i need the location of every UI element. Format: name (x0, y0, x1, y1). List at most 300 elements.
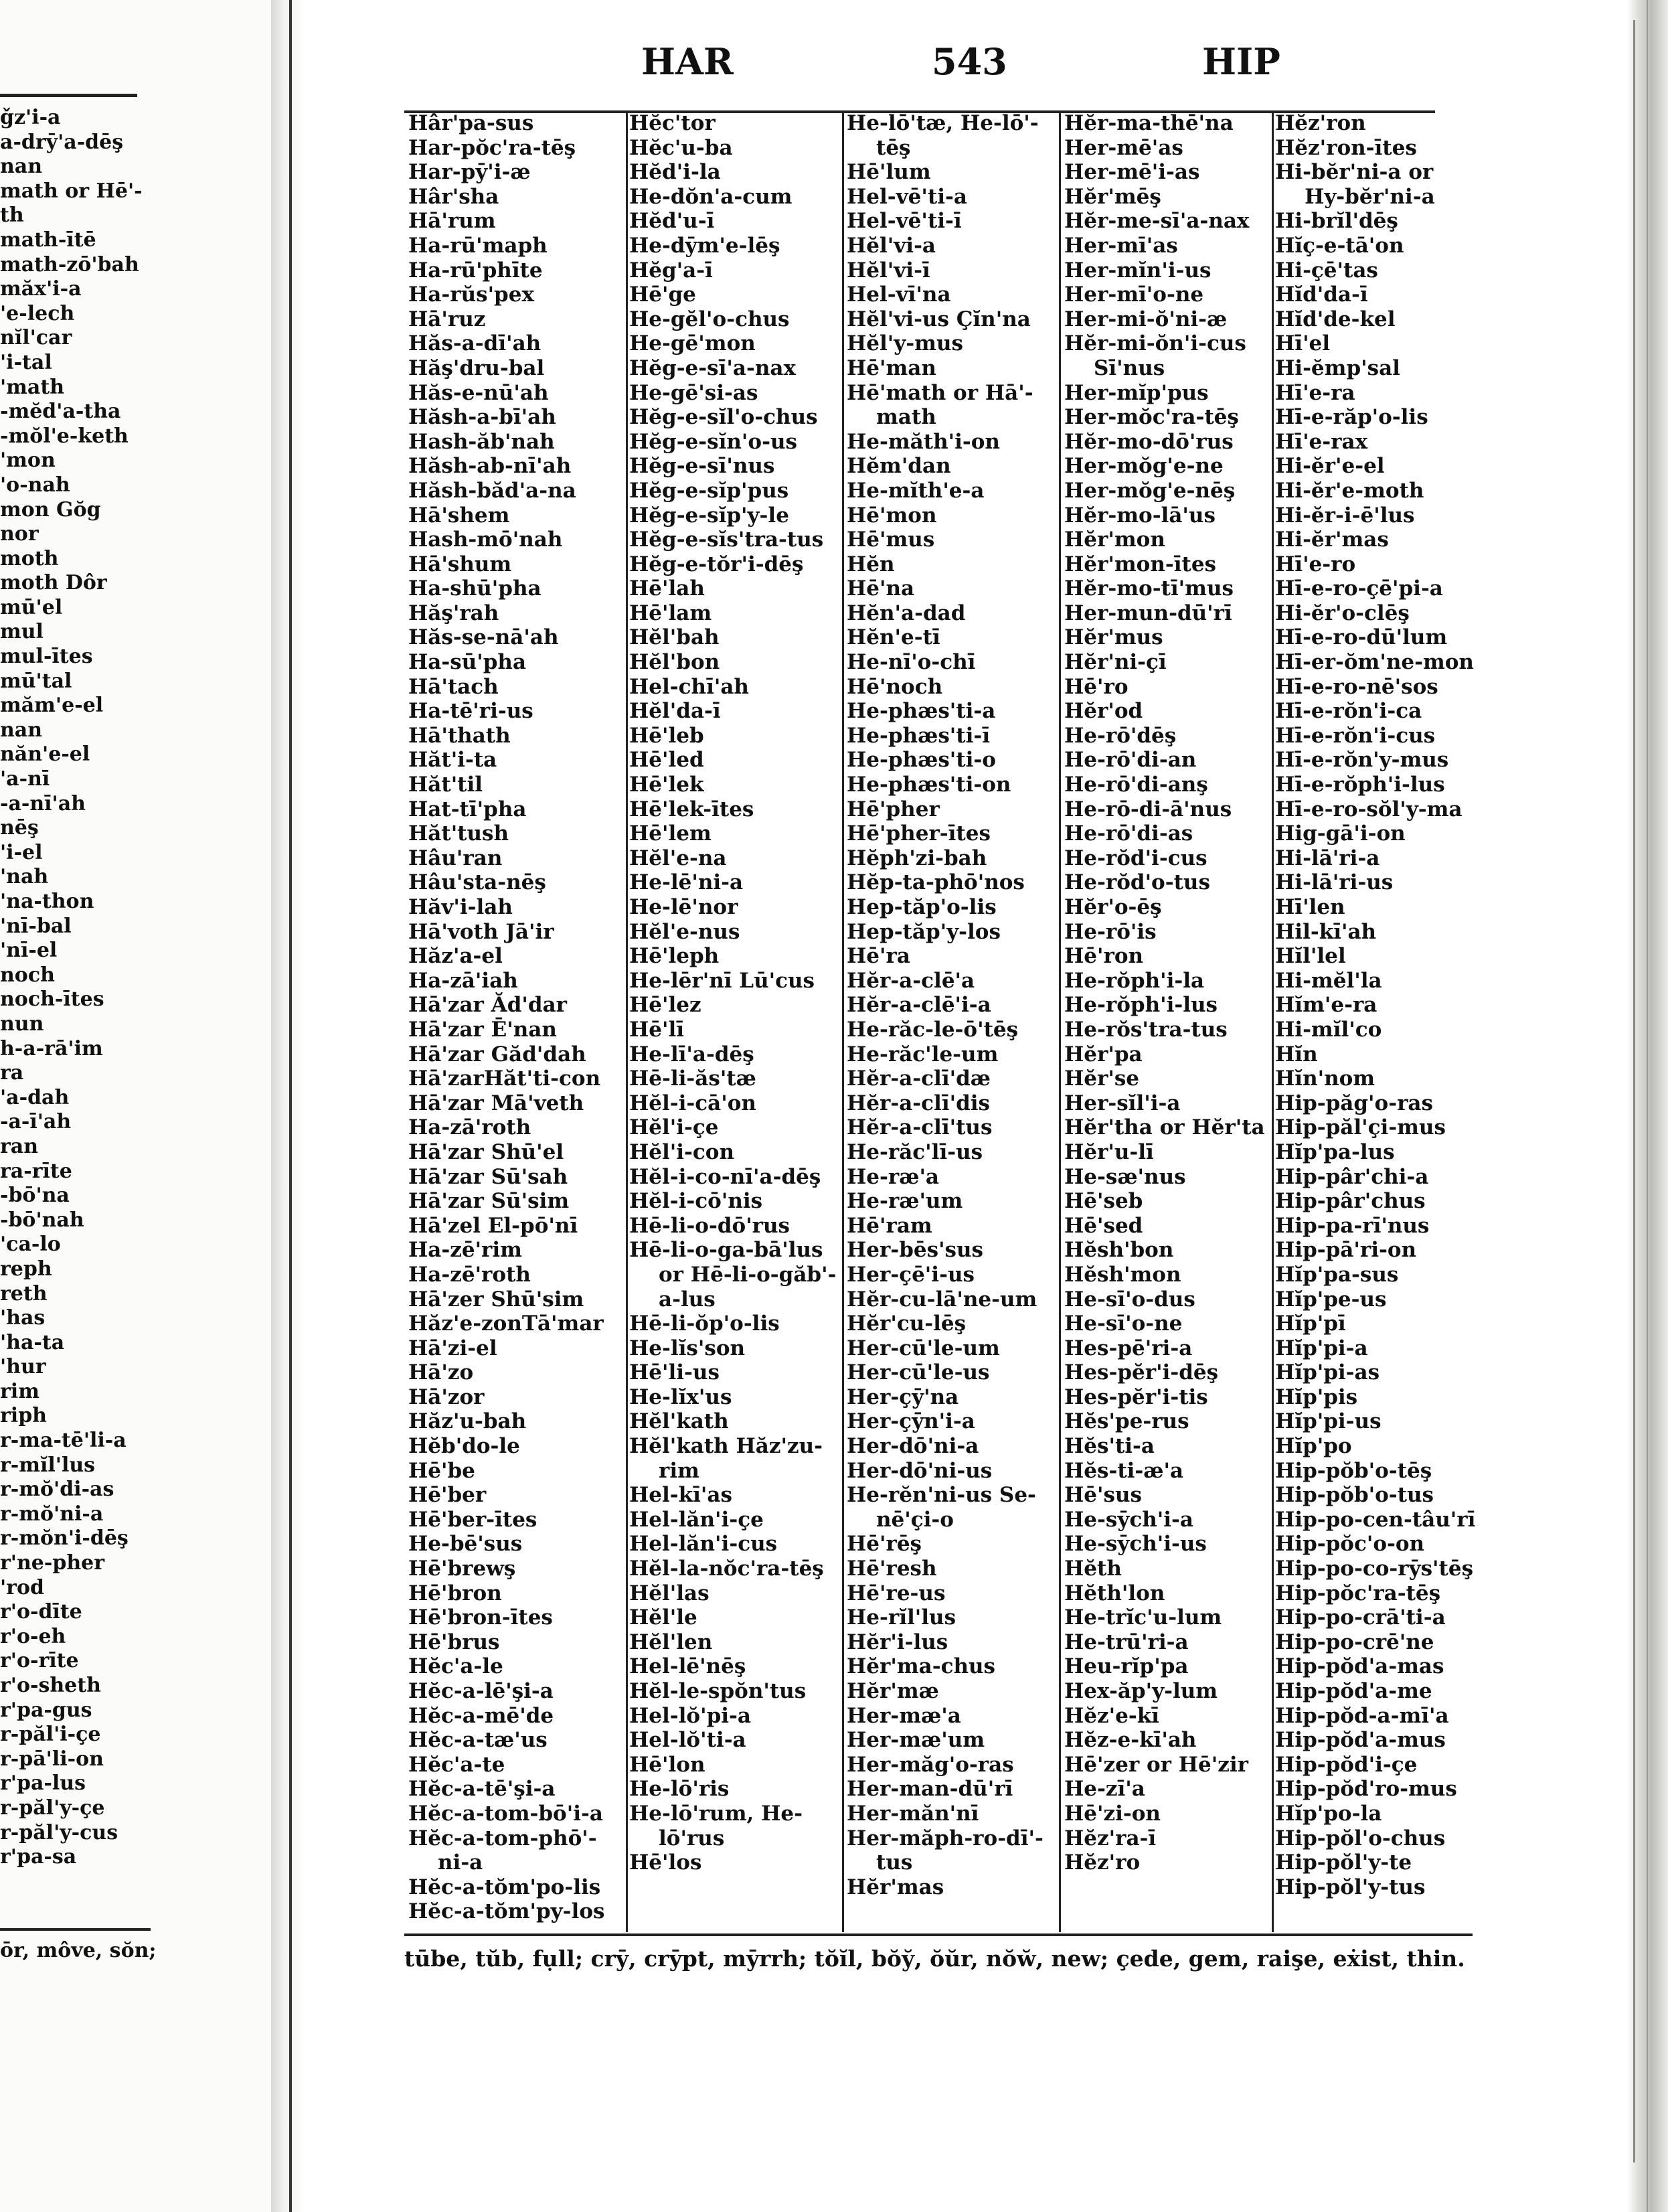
dictionary-entry: He-rō'di-as (1064, 821, 1193, 846)
dictionary-entry: Hĕl'vi-us Çĭn'na (847, 307, 1031, 331)
dictionary-entry: Hip-pŏb'o-tēş (1275, 1458, 1432, 1483)
dictionary-entry: Hē'rēş (847, 1532, 922, 1557)
facing-page-column (0, 106, 147, 1870)
dictionary-entry: He-lē'nor (629, 895, 738, 919)
pronunciation-key-footer: tūbe, tŭb, fụll; crȳ, crȳpt, mȳrrh; tŏĭl, bŏy̆, ŏŭr, nŏw̆, new; çede, gem, raişe, eẋist, thin. (404, 1946, 1465, 1972)
dictionary-entry: Her-man-dū'rī (847, 1777, 1013, 1802)
dictionary-entry: Hep-tăp'y-los (847, 919, 1001, 944)
dictionary-entry: Hĕr'o-ēş (1064, 895, 1162, 919)
facing-page-fragment-line: r-mĭl'lus (0, 1453, 96, 1477)
dictionary-entry: He-gē'mon (629, 331, 756, 356)
dictionary-entry: Hē'ge (629, 283, 696, 307)
dictionary-entry: Hī-e-rŏn'i-ca (1275, 699, 1422, 724)
dictionary-entry: Ha-tē'ri-us (408, 699, 533, 724)
dictionary-entry: He-trū'ri-a (1064, 1630, 1189, 1654)
dictionary-entry: Her-mŏg'e-nēş (1064, 478, 1236, 503)
dictionary-entry: Hā'zar Ē'nan (408, 1017, 557, 1042)
dictionary-entry: He-rō-di-ā'nus (1064, 797, 1232, 821)
dictionary-entry: Hat-tī'pha (408, 797, 527, 821)
dictionary-entry: Hā'thath (408, 723, 511, 748)
facing-page-fragment-line: 'ca-lo (0, 1233, 61, 1257)
dictionary-entry: He-lĭx'us (629, 1385, 732, 1409)
dictionary-entry: Hĭl'lel (1275, 944, 1346, 969)
dictionary-entry: Hĕr-mi-ŏn'i-cus (1064, 331, 1246, 356)
facing-page-fragment-line: math-zō'bah (0, 252, 139, 276)
dictionary-entry: Hĕl'vi-a (847, 233, 936, 258)
dictionary-entry: Hip-po-crā'ti-a (1275, 1605, 1446, 1630)
facing-page-fragment-line: ra (0, 1061, 24, 1085)
dictionary-entry: Hĕl'bon (629, 650, 720, 675)
facing-page-fragment-line: 'na-thon (0, 890, 94, 913)
dictionary-entry: Hē'sus (1064, 1483, 1142, 1508)
column-divider (1059, 112, 1061, 1932)
dictionary-entry: Hē'lam (629, 601, 712, 625)
dictionary-entry: Hĕph'zi-bah (847, 846, 987, 870)
facing-page-fragment-line: năn'e-el (0, 742, 90, 767)
dictionary-entry: He-lĭs'son (629, 1336, 746, 1360)
dictionary-entry: Hā'shum (408, 552, 512, 576)
dictionary-entry: He-gĕl'o-chus (629, 307, 790, 331)
dictionary-entry: Hi-ĕr'e-moth (1275, 478, 1424, 503)
dictionary-entry: Hĕc'tor (629, 111, 716, 135)
dictionary-entry: Hĕl'kath (629, 1409, 729, 1434)
facing-page-fragment-line: rim (0, 1379, 39, 1403)
dictionary-entry: Hip-pŏd'a-mas (1275, 1654, 1444, 1679)
facing-page-fragment-line: reph (0, 1257, 52, 1281)
dictionary-entry: Ha-zē'roth (408, 1262, 531, 1287)
dictionary-entry: Hĕth (1064, 1557, 1122, 1581)
dictionary-entry: Hĕr'mus (1064, 625, 1163, 650)
dictionary-entry: Hĕl-i-cō'nis (629, 1189, 763, 1214)
book-gutter (271, 0, 305, 2212)
dictionary-entry: Hi-bĕr'ni-a or (1275, 160, 1434, 185)
entry-continuation: lō'rus (659, 1826, 725, 1850)
dictionary-entry: Her-sĭl'i-a (1064, 1091, 1181, 1115)
dictionary-entry: Her-măg'o-ras (847, 1752, 1014, 1777)
facing-page-fragment-line: r-pā'li-on (0, 1747, 104, 1771)
dictionary-entry: Hĕl'y-mus (847, 331, 963, 356)
facing-page-fragment-line: nĭl'car (0, 326, 72, 350)
dictionary-entry: Hip-po-crē'ne (1275, 1630, 1434, 1654)
facing-page-fragment-line: 'nī-el (0, 939, 58, 963)
dictionary-entry: Hăt'til (408, 773, 483, 797)
dictionary-entry: Hĕr'mæ (847, 1679, 939, 1703)
dictionary-entry: Hip-pā'ri-on (1275, 1238, 1417, 1263)
footer-rule (404, 1933, 1473, 1936)
dictionary-entry: He-sī'o-ne (1064, 1312, 1183, 1336)
dictionary-entry: Hĭp'pa-lus (1275, 1139, 1395, 1164)
facing-page-fragment-line: moth (0, 546, 59, 570)
dictionary-entry: Hĕc-a-mē'de (408, 1703, 554, 1728)
dictionary-entry: He-dȳm'e-lēş (629, 233, 780, 258)
dictionary-entry: Hī'el (1275, 331, 1331, 356)
dictionary-entry: Hĕc-a-tom-phō'- (408, 1826, 597, 1850)
dictionary-entry: Hĕl'e-na (629, 846, 727, 870)
dictionary-entry: Hash-ăb'nah (408, 429, 555, 454)
dictionary-entry: Hĕz'ra-ī (1064, 1826, 1157, 1850)
dictionary-entry: He-sȳch'i-a (1064, 1507, 1193, 1532)
dictionary-entry: He-phæs'ti-a (847, 699, 996, 724)
dictionary-entry: Hĕr-ma-thē'na (1064, 111, 1234, 135)
dictionary-entry: Hĕg'a-ī (629, 258, 713, 283)
dictionary-entry: Hĕl'len (629, 1630, 713, 1654)
dictionary-entry: Hē'li-us (629, 1360, 720, 1385)
dictionary-entry: Hĕg-e-sĭs'tra-tus (629, 528, 824, 552)
dictionary-entry: He-lō'rum, He- (629, 1801, 803, 1826)
dictionary-entry: Har-pȳ'i-æ (408, 160, 531, 185)
dictionary-entry: Hē'resh (847, 1557, 937, 1581)
dictionary-entry: Hip-pŏd'a-me (1275, 1679, 1432, 1703)
dictionary-entry: Hăş'rah (408, 601, 499, 625)
dictionary-entry: Hĕc-a-lē'şi-a (408, 1679, 554, 1703)
dictionary-entry: Hē'lek (629, 773, 704, 797)
facing-page-fragment-line: r'pa-gus (0, 1698, 92, 1722)
dictionary-entry: Hĕl-le-spŏn'tus (629, 1679, 807, 1703)
dictionary-entry: Her-mī'o-ne (1064, 283, 1204, 307)
dictionary-entry: Hĕn'e-tī (847, 625, 940, 650)
dictionary-entry: Hĭç-e-tā'on (1275, 233, 1404, 258)
dictionary-entry: Her-çȳn'i-a (847, 1409, 975, 1434)
facing-page-fragment-line: mul (0, 620, 44, 644)
dictionary-entry: He-rō'is (1064, 919, 1157, 944)
dictionary-entry: Hĭp'pe-us (1275, 1287, 1387, 1312)
header-left-guideword: HAR (641, 40, 734, 83)
entry-continuation: rim (659, 1458, 699, 1483)
dictionary-entry: Hē'lum (847, 160, 931, 185)
dictionary-entry: Hĕz'ron (1275, 111, 1366, 135)
dictionary-entry: Hī'e-ra (1275, 380, 1355, 405)
facing-page-fragment-line: 'rod (0, 1575, 44, 1599)
facing-page-fragment-line: 'hur (0, 1355, 46, 1379)
facing-page-fragment-line: math or Hē'- (0, 179, 143, 203)
dictionary-entry: Hăsh-a-bī'ah (408, 405, 556, 430)
dictionary-entry: Hĕr-mo-dō'rus (1064, 429, 1234, 454)
dictionary-entry: Her-măn'nī (847, 1801, 979, 1826)
dictionary-entry: Hi-ĕr'o-clēş (1275, 601, 1410, 625)
dictionary-entry: Hē'zi-on (1064, 1801, 1161, 1826)
dictionary-entry: He-zī'a (1064, 1777, 1145, 1802)
facing-page-fragment-line: 'o-nah (0, 473, 70, 497)
dictionary-entry: Hĕc'u-ba (629, 135, 733, 160)
page-header (0, 40, 1668, 94)
dictionary-entry: Hel-lăn'i-cus (629, 1532, 778, 1557)
dictionary-entry: Hē'pher-ītes (847, 821, 991, 846)
dictionary-entry: Hi-mĭl'co (1275, 1017, 1382, 1042)
dictionary-entry: Hē'be (408, 1458, 475, 1483)
dictionary-entry: Ha-rū'phīte (408, 258, 543, 283)
dictionary-entry: He-phæs'ti-o (847, 748, 996, 773)
dictionary-entry: Hē'lez (629, 993, 701, 1018)
dictionary-entry: Hē'lem (629, 821, 712, 846)
dictionary-entry: Her-cū'le-us (847, 1360, 990, 1385)
dictionary-entry: Her-dō'ni-us (847, 1458, 993, 1483)
dictionary-entry: Hĕn (847, 552, 895, 576)
dictionary-entry: Her-mæ'um (847, 1728, 985, 1753)
dictionary-entry: Hĕr'mon-ītes (1064, 552, 1216, 576)
dictionary-entry: Hi-lā'ri-us (1275, 870, 1394, 895)
dictionary-entry: Hī'e-ro (1275, 552, 1356, 576)
dictionary-entry: Hā'zel El-pō'nī (408, 1213, 578, 1238)
dictionary-entry: Hē'ber-ītes (408, 1507, 537, 1532)
dictionary-entry: Hĕp-ta-phō'nos (847, 870, 1025, 895)
facing-page-fragment-line: r'o-eh (0, 1624, 66, 1648)
dictionary-entry: Hĕl-la-nŏc'ra-tēş (629, 1557, 824, 1581)
facing-page-fragment-line: 'has (0, 1306, 46, 1330)
dictionary-entry: Hĕs'ti-a (1064, 1434, 1155, 1459)
entry-column-2 (629, 111, 837, 1875)
dictionary-entry: Hel-lŏ'pi-a (629, 1703, 752, 1728)
dictionary-entry: Hī-e-ro-sŏl'y-ma (1275, 797, 1463, 821)
facing-page-fragment-line: nor (0, 522, 39, 546)
dictionary-entry: Hē'lon (629, 1752, 705, 1777)
dictionary-entry: Hē'mus (847, 528, 935, 552)
dictionary-entry: Hĕl'kath Hăz'zu- (629, 1434, 823, 1459)
dictionary-entry: He-rĕn'ni-us Se- (847, 1483, 1036, 1508)
dictionary-entry: Her-mē'as (1064, 135, 1183, 160)
facing-page-fragment-line: mū'el (0, 595, 63, 619)
dictionary-entry: Hē-li-o-dō'rus (629, 1213, 790, 1238)
dictionary-entry: Ha-sū'pha (408, 650, 527, 675)
dictionary-entry: Hăz'u-bah (408, 1409, 527, 1434)
dictionary-entry: Hăz'e-zonTā'mar (408, 1312, 604, 1336)
dictionary-entry: Hĕc'a-te (408, 1752, 505, 1777)
dictionary-entry: Hē'ram (847, 1213, 932, 1238)
header-right-guideword: HIP (1202, 40, 1280, 83)
dictionary-entry: Hi-ĕr'mas (1275, 528, 1389, 552)
dictionary-entry: Hel-kī'as (629, 1483, 732, 1508)
dictionary-entry: Hē'los (629, 1850, 702, 1875)
dictionary-entry: Hĭp'pi-us (1275, 1409, 1382, 1434)
dictionary-entry: Hĕc-a-tŏm'py-los (408, 1899, 605, 1924)
dictionary-entry: Hē'lah (629, 576, 705, 601)
dictionary-entry: Hĕr'od (1064, 699, 1143, 724)
dictionary-entry: Her-mun-dū'rī (1064, 601, 1232, 625)
dictionary-entry: Hĕl'i-con (629, 1139, 735, 1164)
dictionary-entry: Hĕl'da-ī (629, 699, 721, 724)
dictionary-entry: Hĕg-e-sĭl'o-chus (629, 405, 818, 430)
dictionary-entry: Hip-păl'çi-mus (1275, 1115, 1446, 1140)
facing-page-fragment-line: 'nī-bal (0, 914, 72, 938)
page-number: 543 (932, 40, 1007, 83)
facing-page-fragment-line: -mŏl'e-keth (0, 424, 129, 448)
facing-page-fragment (0, 0, 272, 2212)
facing-page-fragment-line: ǧz'i-a (0, 106, 61, 129)
dictionary-entry: Hâr'sha (408, 184, 499, 209)
facing-page-fragment-line: -bō'na (0, 1184, 70, 1208)
facing-page-fragment-line: h-a-rā'im (0, 1036, 103, 1060)
dictionary-entry: Hĕc'a-le (408, 1654, 503, 1679)
facing-page-fragment-line: mū'tal (0, 669, 72, 693)
dictionary-entry: Hĕth'lon (1064, 1581, 1165, 1605)
dictionary-entry: Hā'tach (408, 674, 499, 699)
dictionary-entry: Hā'zar Sū'sim (408, 1189, 570, 1214)
dictionary-entry: Hē'ra (847, 944, 910, 969)
dictionary-entry: Hĭp'po-la (1275, 1801, 1382, 1826)
dictionary-entry: Hĕc-a-tom-bō'i-a (408, 1801, 603, 1826)
dictionary-entry: Hel-lē'nēş (629, 1654, 746, 1679)
facing-page-fragment-line: r'ne-pher (0, 1551, 105, 1575)
dictionary-entry: Hi-lā'ri-a (1275, 846, 1380, 870)
column-divider (1272, 112, 1274, 1932)
facing-page-fragment-line: r-mŏ'di-as (0, 1478, 114, 1502)
dictionary-entry: He-nī'o-chī (847, 650, 976, 675)
dictionary-entry: He-lēr'nī Lū'cus (629, 968, 815, 993)
dictionary-entry: Hī-er-ŏm'ne-mon (1275, 650, 1474, 675)
dictionary-entry: Hĕg-e-sĭn'o-us (629, 429, 797, 454)
dictionary-entry: Hē-li-o-ga-bā'lus (629, 1238, 823, 1263)
dictionary-entry: Hĭd'da-ī (1275, 283, 1368, 307)
dictionary-entry: Hē'zer or Hē'zir (1064, 1752, 1248, 1777)
dictionary-entry: Hăt'i-ta (408, 748, 497, 773)
facing-page-fragment-line: moth Dôr (0, 571, 107, 595)
dictionary-entry: Hes-pĕr'i-dēş (1064, 1360, 1219, 1385)
facing-page-fragment-line: 'i-el (0, 840, 43, 864)
dictionary-entry: Hĕz'e-kī (1064, 1703, 1159, 1728)
dictionary-entry: He-rĭl'lus (847, 1605, 956, 1630)
dictionary-entry: Hâr'pa-sus (408, 111, 534, 135)
dictionary-entry: Hĕsh'bon (1064, 1238, 1174, 1263)
dictionary-entry: Hā'zor (408, 1385, 485, 1409)
facing-page-fragment-line: r-păl'i-çe (0, 1723, 101, 1747)
dictionary-entry: Hĕr'pa (1064, 1042, 1143, 1066)
dictionary-entry: He-sæ'nus (1064, 1164, 1186, 1189)
dictionary-entry: Hē'lek-ītes (629, 797, 754, 821)
dictionary-entry: Hip-po-co-rȳs'tēş (1275, 1557, 1474, 1581)
dictionary-entry: Hi-çē'tas (1275, 258, 1378, 283)
facing-page-fragment-line: nan (0, 155, 43, 179)
dictionary-entry: Hi-ĕr-i-ē'lus (1275, 503, 1415, 528)
dictionary-entry: Hē'ber (408, 1483, 487, 1508)
facing-page-fragment-line: riph (0, 1404, 47, 1428)
dictionary-entry: Hē'seb (1064, 1189, 1143, 1214)
dictionary-entry: Ha-rū'maph (408, 233, 548, 258)
dictionary-entry: Hē'led (629, 748, 704, 773)
dictionary-entry: Hăt'tush (408, 821, 509, 846)
dictionary-entry: Hē'brewş (408, 1557, 516, 1581)
dictionary-entry: Her-mŏg'e-ne (1064, 454, 1224, 479)
dictionary-entry: Hē'bron (408, 1581, 502, 1605)
entry-column-3 (847, 111, 1054, 1899)
entry-continuation: tēş (876, 135, 911, 160)
facing-page-fragment-line: r'pa-sa (0, 1845, 77, 1869)
dictionary-entry: He-rŏd'o-tus (1064, 870, 1210, 895)
dictionary-entry: Her-mŏc'ra-tēş (1064, 405, 1239, 430)
dictionary-entry: Hash-mō'nah (408, 528, 563, 552)
dictionary-entry: Hĕr-me-sī'a-nax (1064, 209, 1250, 234)
dictionary-entry: He-răc'le-um (847, 1042, 999, 1066)
dictionary-entry: Hĕg-e-sī'nus (629, 454, 775, 479)
dictionary-entry: Ha-shū'pha (408, 576, 541, 601)
dictionary-entry: Hī-e-rŏn'y-mus (1275, 748, 1449, 773)
dictionary-entry: He-rŏph'i-lus (1064, 993, 1218, 1018)
dictionary-entry: Hăş'dru-bal (408, 356, 545, 380)
facing-page-fragment-line: -mĕd'a-tha (0, 400, 121, 424)
dictionary-entry: Her-mĭn'i-us (1064, 258, 1212, 283)
dictionary-entry: Hā'zo (408, 1360, 474, 1385)
dictionary-entry: Hĕl'bah (629, 625, 720, 650)
dictionary-entry: Hĕl'i-çe (629, 1115, 719, 1140)
dictionary-entry: He-lē'ni-a (629, 870, 744, 895)
facing-page-fragment-line: 'ha-ta (0, 1330, 65, 1354)
facing-page-fragment-line: 'a-nī (0, 767, 50, 791)
entry-continuation: math (876, 405, 936, 430)
dictionary-entry: Hē'leb (629, 723, 704, 748)
dictionary-entry: Hĕr-a-clī'dæ (847, 1066, 991, 1091)
dictionary-entry: Hil-kī'ah (1275, 919, 1377, 944)
dictionary-entry: Hip-pâr'chus (1275, 1189, 1426, 1214)
dictionary-entry: He-phæs'ti-ī (847, 723, 991, 748)
dictionary-entry: Her-mī'as (1064, 233, 1178, 258)
dictionary-entry: Hĭm'e-ra (1275, 993, 1378, 1018)
dictionary-entry: Hā'shem (408, 503, 510, 528)
dictionary-entry: Har-pŏc'ra-tēş (408, 135, 576, 160)
dictionary-entry: Hel-lăn'i-çe (629, 1507, 764, 1532)
dictionary-entry: He-trĭc'u-lum (1064, 1605, 1222, 1630)
dictionary-entry: Hē're-us (847, 1581, 946, 1605)
facing-page-fragment-line: noch (0, 963, 55, 987)
dictionary-entry: Hel-chī'ah (629, 674, 749, 699)
dictionary-entry: Hip-pŏd-a-mī'a (1275, 1703, 1449, 1728)
entry-continuation: nē'çi-o (876, 1507, 954, 1532)
dictionary-entry: Hi-mĕl'la (1275, 968, 1382, 993)
dictionary-entry: Hĕr-a-clē'i-a (847, 993, 991, 1018)
facing-page-fragment-line: 'a-dah (0, 1085, 70, 1109)
dictionary-entry: Hĕz'ron-ītes (1275, 135, 1417, 160)
dictionary-entry: Hâu'sta-nēş (408, 870, 546, 895)
dictionary-entry: Hē'pher (847, 797, 940, 821)
dictionary-entry: Hip-pŏc'ra-tēş (1275, 1581, 1441, 1605)
dictionary-entry: Hē'mon (847, 503, 937, 528)
dictionary-entry: Hĕz-e-kī'ah (1064, 1728, 1197, 1753)
dictionary-entry: Hex-ăp'y-lum (1064, 1679, 1218, 1703)
dictionary-entry: Hĕr'cu-lēş (847, 1312, 967, 1336)
facing-page-fragment-line: r'o-sheth (0, 1674, 101, 1697)
dictionary-entry: Hi-ĕr'e-el (1275, 454, 1385, 479)
dictionary-entry: Hip-pâr'chi-a (1275, 1164, 1429, 1189)
dictionary-entry: Her-mi-ŏ'ni-æ (1064, 307, 1228, 331)
dictionary-entry: Hĕr'mēş (1064, 184, 1161, 209)
dictionary-entry: Hĕd'u-ī (629, 209, 715, 234)
dictionary-entry: He-măth'i-on (847, 429, 1000, 454)
facing-page-fragment-line: noch-ītes (0, 988, 104, 1012)
dictionary-entry: Hī-e-răp'o-lis (1275, 405, 1428, 430)
dictionary-entry: Hĭd'de-kel (1275, 307, 1396, 331)
dictionary-entry: Hĭn'nom (1275, 1066, 1375, 1091)
dictionary-entry: Hā'zer Shū'sim (408, 1287, 584, 1312)
dictionary-entry: Hā'zar Găd'dah (408, 1042, 586, 1066)
dictionary-entry: Hip-pŏl'y-tus (1275, 1875, 1426, 1899)
column-divider (842, 112, 844, 1932)
facing-page-fragment-line: ra-rīte (0, 1159, 72, 1183)
dictionary-entry: Hep-tăp'o-lis (847, 895, 997, 919)
dictionary-entry: Hī'len (1275, 895, 1345, 919)
facing-page-fragment-line: 'math (0, 375, 65, 399)
dictionary-entry: Hā'ruz (408, 307, 486, 331)
facing-page-top-rule (0, 94, 137, 97)
dictionary-entry: He-rō'di-anş (1064, 773, 1208, 797)
dictionary-entry: He-sī'o-dus (1064, 1287, 1195, 1312)
dictionary-entry: Hĕd'i-la (629, 160, 721, 185)
dictionary-entry: He-gē'si-as (629, 380, 758, 405)
dictionary-entry: Hĭn (1275, 1042, 1318, 1066)
dictionary-entry: Hip-po-cen-tâu'rī (1275, 1507, 1476, 1532)
dictionary-entry: Her-cū'le-um (847, 1336, 1000, 1360)
dictionary-entry: He-rō'dēş (1064, 723, 1177, 748)
dictionary-entry: Hĕg-e-sĭp'pus (629, 478, 789, 503)
dictionary-entry: Hĕl-i-cā'on (629, 1091, 756, 1115)
dictionary-entry: He-ræ'a (847, 1164, 940, 1189)
entry-continuation: a-lus (659, 1287, 716, 1312)
